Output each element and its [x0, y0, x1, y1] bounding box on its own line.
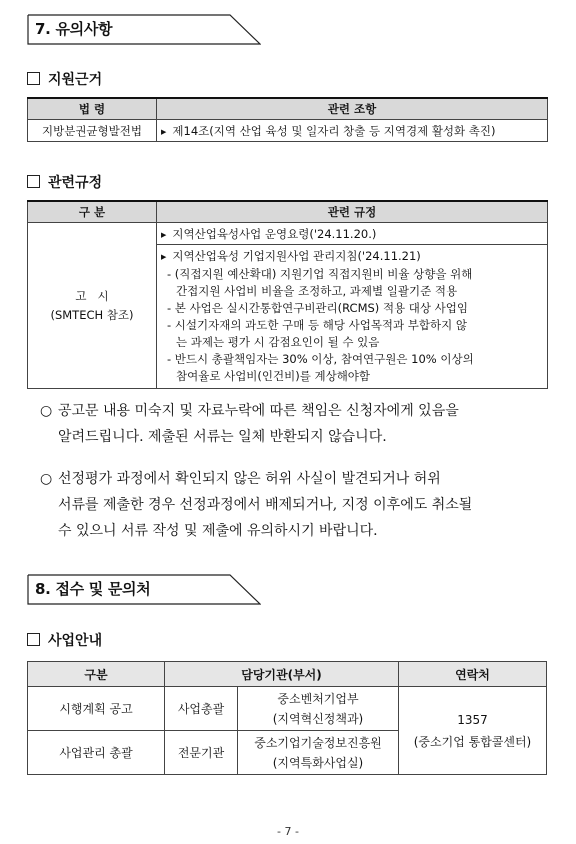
basis-heading: 지원근거	[27, 69, 102, 89]
guide-row1-category: 시행계획 공고	[28, 687, 165, 731]
guide-header-category: 구분	[28, 662, 165, 687]
section-8-title: 8. 접수 및 문의처	[35, 580, 151, 598]
guide-contact-cell: 1357 (중소기업 통합콜센터)	[399, 687, 547, 775]
triangle-bullet-icon: ▶	[161, 127, 167, 136]
guide-heading: 사업안내	[27, 630, 102, 650]
section-7-title: 7. 유의사항	[35, 20, 113, 38]
section-8-header	[27, 574, 260, 604]
triangle-bullet-icon: ▶	[161, 253, 167, 261]
triangle-bullet-icon: ▶	[161, 230, 167, 239]
basis-header-law: 법 령	[28, 98, 157, 120]
notice-2: ○ 선정평가 과정에서 확인되지 않은 허위 사실이 발견되거나 허위 서류를 제출한 경우 선정과정에서 배제되거나, 지정 이후에도 취소될 수 있으니 서류 작성 및 제출에 유의하시기 바랍니다.	[40, 466, 560, 544]
guide-header-contact: 연락처	[399, 662, 547, 687]
guide-row2-org: 중소기업기술정보진흥원 (지역특화사업실)	[238, 731, 399, 775]
checkbox-square-icon	[27, 633, 40, 646]
page-number: - 7 -	[277, 825, 299, 838]
rules-table	[27, 200, 548, 389]
guide-row2-role: 전문기관	[165, 731, 238, 775]
rules-item-2: ▶ 지역산업육성 기업지원사업 관리지침('24.11.21) - (직접지원 예산확대) 지원기업 직접지원비 비율 상향을 위해 간접지원 사업비 비율을 조정하고, 과제별 일괄기준 적용 - 본 사업은 실시간통합연구비관리(RCMS) 적용 대상 사업임 - 시설기자재의 과도한 구매 등 해당 사업목적과 부합하지 않 는 과제는 평가 시 감점요인이 될 수 있음 - 반드시 총괄책임자는 30% 이상, 참여연구원은 10% 이상의 참여율로 사업비(인건비)를 계상해야함	[157, 245, 548, 389]
basis-law-cell: 지방분권균형발전법	[28, 120, 157, 142]
section-7-header	[27, 14, 260, 44]
checkbox-square-icon	[27, 175, 40, 188]
basis-header-clause: 관련 조항	[157, 98, 548, 120]
rules-header-regulation: 관련 규정	[157, 201, 548, 223]
rules-heading: 관련규정	[27, 172, 102, 192]
rules-item-1: ▶ 지역산업육성사업 운영요령('24.11.20.)	[157, 223, 548, 245]
guide-table	[27, 661, 547, 775]
guide-header-agency: 담당기관(부서)	[165, 662, 399, 687]
checkbox-square-icon	[27, 72, 40, 85]
basis-table	[27, 97, 548, 142]
guide-row1-role: 사업총괄	[165, 687, 238, 731]
guide-row2-category: 사업관리 총괄	[28, 731, 165, 775]
guide-row1-org: 중소벤처기업부 (지역혁신정책과)	[238, 687, 399, 731]
circle-bullet-icon: ○	[40, 471, 53, 487]
rules-category-cell: 고 시 (SMTECH 참조)	[28, 223, 157, 389]
circle-bullet-icon: ○	[40, 403, 53, 419]
rules-header-category: 구 분	[28, 201, 157, 223]
notice-1: ○ 공고문 내용 미숙지 및 자료누락에 따른 책임은 신청자에게 있음을 알려드립니다. 제출된 서류는 일체 반환되지 않습니다.	[40, 398, 560, 450]
basis-clause-cell: ▶ 제14조(지역 산업 육성 및 일자리 창출 등 지역경제 활성화 촉진)	[157, 120, 548, 142]
